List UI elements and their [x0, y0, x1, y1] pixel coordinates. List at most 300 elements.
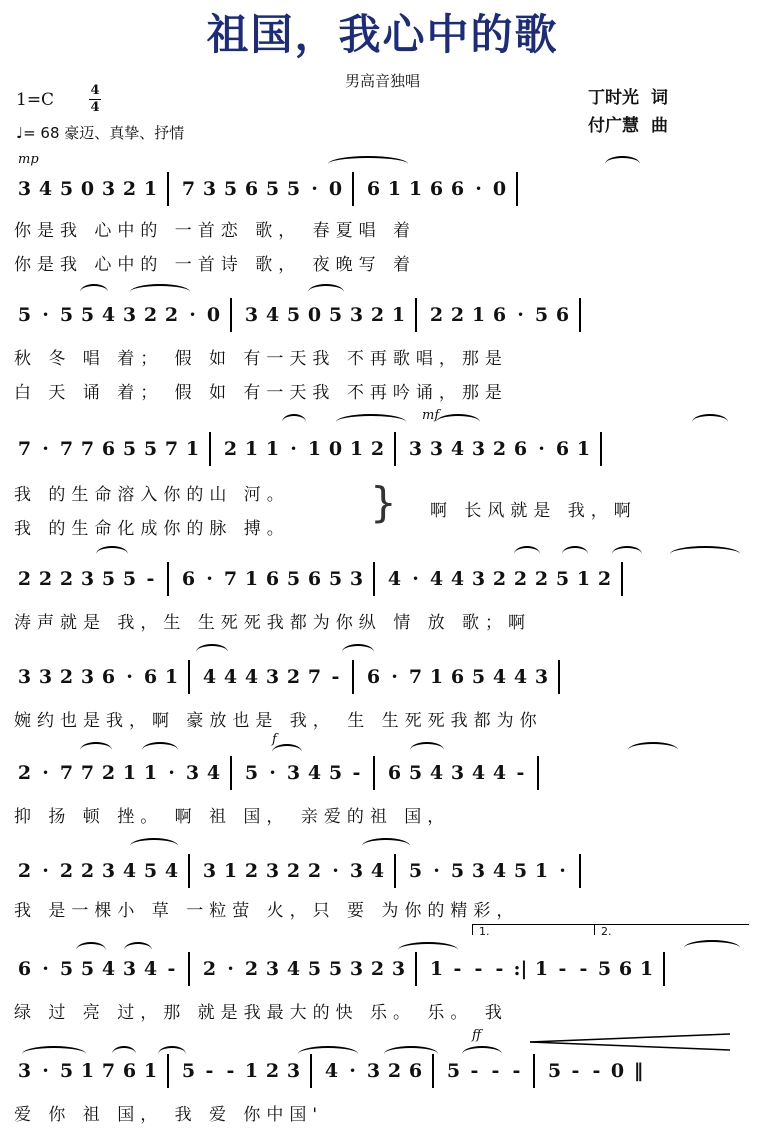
note: 5: [122, 438, 137, 460]
note: -: [205, 1060, 214, 1082]
note: 5: [408, 860, 423, 882]
note: 2: [223, 438, 238, 460]
note: ·: [290, 438, 297, 460]
note: 5: [122, 568, 137, 590]
lyric-verse-2: 白 天 诵 着； 假 如 有一天我 不再吟诵，那是: [14, 383, 508, 403]
note: 5: [446, 1060, 461, 1082]
note: 3: [265, 860, 280, 882]
lyric-verse-1: 秋 冬 唱 着； 假 如 有一天我 不再歌唱，那是: [14, 349, 508, 369]
note: 2: [59, 860, 74, 882]
note: ·: [42, 1060, 49, 1082]
note: 0: [328, 178, 343, 200]
note: 2: [597, 568, 612, 590]
barline: [579, 298, 584, 332]
note: ·: [349, 1060, 356, 1082]
note: ·: [559, 860, 566, 882]
slur: [562, 546, 588, 562]
note: 3: [38, 666, 53, 688]
note: 3: [80, 666, 95, 688]
note: 5: [286, 178, 301, 200]
barline: [533, 1054, 538, 1088]
note: 4: [286, 958, 301, 980]
note: ·: [475, 178, 482, 200]
note: 1: [143, 1060, 158, 1082]
note: 5: [328, 958, 343, 980]
lyricist-role: 词: [651, 88, 668, 108]
composer-line: [588, 112, 668, 140]
note: 5: [597, 958, 612, 980]
note: 5: [59, 1060, 74, 1082]
note: 5: [408, 762, 423, 784]
note: 4: [429, 568, 444, 590]
note: 4: [307, 762, 322, 784]
note: 4: [265, 304, 280, 326]
notation-line: [14, 1054, 649, 1088]
note: 4: [429, 762, 444, 784]
barline: [167, 562, 172, 596]
slur: [514, 546, 540, 562]
note: 7: [164, 438, 179, 460]
note: 3: [286, 762, 301, 784]
barline: [188, 660, 193, 694]
note: 2: [286, 666, 301, 688]
note: 3: [391, 958, 406, 980]
note: 3: [244, 304, 259, 326]
note: ·: [126, 666, 133, 688]
note: 2: [143, 304, 158, 326]
note: 4: [324, 1060, 339, 1082]
slur: [612, 546, 642, 562]
note: 1: [122, 762, 137, 784]
note: -: [331, 666, 340, 688]
note: ·: [42, 438, 49, 460]
barline: [537, 756, 542, 790]
note: 1: [244, 1060, 259, 1082]
lyric-verse-1: 爱 你 祖 国， 我 爱 你中国': [14, 1105, 324, 1125]
crescendo-hairpin: [530, 1032, 730, 1052]
note: 3: [101, 178, 116, 200]
note: 1: [164, 666, 179, 688]
lyric-verse-1: 绿 过 亮 过，那 就是我最大的快 乐。 乐。 我: [14, 1003, 508, 1023]
barline: [352, 660, 357, 694]
notation-line: [14, 756, 548, 790]
note: 7: [17, 438, 32, 460]
note: -: [558, 958, 567, 980]
barline: [230, 298, 235, 332]
note: 3: [429, 438, 444, 460]
note: 6: [101, 666, 116, 688]
note: 4: [513, 666, 528, 688]
note: 4: [387, 568, 402, 590]
note: 5: [223, 178, 238, 200]
note: 1: [429, 958, 444, 980]
note: 2: [492, 438, 507, 460]
note: 5: [534, 304, 549, 326]
barline: [373, 562, 378, 596]
barline: [415, 298, 420, 332]
note: -: [491, 1060, 500, 1082]
note: 3: [17, 1060, 32, 1082]
credits: [588, 84, 668, 140]
note: 4: [244, 666, 259, 688]
note: 1: [185, 438, 200, 460]
dynamic-mark: mp: [18, 152, 39, 167]
note: 3: [534, 666, 549, 688]
notation-line: [14, 854, 590, 888]
barline: [167, 172, 172, 206]
note: 5: [286, 304, 301, 326]
note: 5: [547, 1060, 562, 1082]
notation-line: [14, 298, 590, 332]
tempo-marking: ♩= 68 豪迈、真挚、抒情: [16, 124, 185, 142]
note: 4: [206, 762, 221, 784]
barline: [621, 562, 626, 596]
slur: [436, 414, 480, 430]
note: 4: [471, 762, 486, 784]
note: 5: [328, 568, 343, 590]
slur: [282, 414, 306, 430]
note: 3: [101, 860, 116, 882]
note: 3: [450, 762, 465, 784]
note: 1: [265, 438, 280, 460]
note: 7: [59, 762, 74, 784]
note: ·: [42, 958, 49, 980]
note: 6: [181, 568, 196, 590]
note: 6: [450, 178, 465, 200]
note: 1: [576, 438, 591, 460]
note: 7: [101, 1060, 116, 1082]
barline: [188, 952, 193, 986]
note: 5: [471, 666, 486, 688]
slur: [605, 156, 640, 172]
note: 2: [307, 860, 322, 882]
barline: [352, 172, 357, 206]
note: 1: [244, 438, 259, 460]
note: 2: [286, 860, 301, 882]
lyric-verse-1: 你是我 心中的 一首恋 歌， 春夏唱 着: [14, 221, 417, 241]
note: 4: [492, 860, 507, 882]
note: 0: [610, 1060, 625, 1082]
note: 4: [450, 438, 465, 460]
note: 6: [618, 958, 633, 980]
note: 6: [101, 438, 116, 460]
note: 3: [265, 958, 280, 980]
note: 3: [202, 860, 217, 882]
slur: [362, 838, 410, 854]
time-bottom: 4: [90, 100, 100, 115]
note: 2: [387, 1060, 402, 1082]
key-signature: 1=C: [16, 90, 55, 110]
slur: [328, 156, 408, 172]
note: 6: [122, 1060, 137, 1082]
note: -: [453, 958, 462, 980]
barline: [579, 854, 584, 888]
note: 5: [307, 958, 322, 980]
note: 5: [555, 568, 570, 590]
note: ·: [391, 666, 398, 688]
note: 2: [244, 958, 259, 980]
note: 2: [370, 438, 385, 460]
note: -: [516, 762, 525, 784]
note: 5: [450, 860, 465, 882]
note: -: [495, 958, 504, 980]
note: ·: [42, 762, 49, 784]
note: 5: [244, 762, 259, 784]
note: 1: [639, 958, 654, 980]
note: 4: [143, 958, 158, 980]
barline: [394, 854, 399, 888]
note: 6: [244, 178, 259, 200]
note: 5: [101, 568, 116, 590]
notation-line: [14, 660, 569, 694]
note: 7: [307, 666, 322, 688]
note: 3: [471, 568, 486, 590]
note: 4: [492, 762, 507, 784]
note: 6: [366, 666, 381, 688]
dynamic-mark: f: [272, 732, 277, 747]
note: -: [167, 958, 176, 980]
barline: [600, 432, 605, 466]
note: 6: [408, 1060, 423, 1082]
note: 5: [17, 304, 32, 326]
notation-line: [14, 952, 674, 986]
barline: [230, 756, 235, 790]
composer-name: 付广慧: [588, 116, 639, 136]
notation-line: [14, 172, 527, 206]
note: 3: [202, 178, 217, 200]
slur: [196, 644, 228, 660]
note: 2: [59, 666, 74, 688]
note: ·: [42, 860, 49, 882]
note: -: [470, 1060, 479, 1082]
verse-brace: }: [370, 478, 397, 527]
note: 6: [555, 438, 570, 460]
note: 2: [80, 860, 95, 882]
note: 1: [408, 178, 423, 200]
note: ·: [189, 304, 196, 326]
note: 2: [265, 1060, 280, 1082]
lyric-chorus-entry: 啊 长风就是 我，啊: [430, 501, 637, 521]
note: -: [146, 568, 155, 590]
note: 2: [202, 958, 217, 980]
note: 3: [286, 1060, 301, 1082]
note: 2: [534, 568, 549, 590]
note: 3: [408, 438, 423, 460]
note: 2: [17, 860, 32, 882]
note: :|: [513, 958, 528, 980]
lyric-verse-2: 你是我 心中的 一首诗 歌， 夜晚写 着: [14, 255, 417, 275]
time-top: 4: [90, 83, 100, 98]
barline: [663, 952, 668, 986]
note: ·: [311, 178, 318, 200]
note: 3: [349, 304, 364, 326]
note: 3: [471, 860, 486, 882]
barline: [373, 756, 378, 790]
note: 1: [387, 178, 402, 200]
barline: [415, 952, 420, 986]
slur: [96, 546, 128, 562]
barline: [209, 432, 214, 466]
note: 6: [366, 178, 381, 200]
note: 5: [59, 304, 74, 326]
note: 2: [450, 304, 465, 326]
note: ·: [433, 860, 440, 882]
note: 2: [429, 304, 444, 326]
note: 1: [80, 1060, 95, 1082]
note: 5: [181, 1060, 196, 1082]
note: 1: [223, 860, 238, 882]
barline: [558, 660, 563, 694]
note: 5: [328, 304, 343, 326]
note: 4: [202, 666, 217, 688]
note: 0: [307, 304, 322, 326]
note: 6: [513, 438, 528, 460]
barline: [516, 172, 521, 206]
note: 2: [370, 958, 385, 980]
notation-line: [14, 562, 632, 596]
note: 4: [370, 860, 385, 882]
note: -: [226, 1060, 235, 1082]
note: 3: [349, 860, 364, 882]
note: 3: [122, 958, 137, 980]
note: 2: [122, 178, 137, 200]
note: 7: [408, 666, 423, 688]
note: 6: [307, 568, 322, 590]
note: 3: [80, 568, 95, 590]
note: 6: [387, 762, 402, 784]
note: 5: [286, 568, 301, 590]
note: 0: [328, 438, 343, 460]
note: 1: [391, 304, 406, 326]
note: 1: [471, 304, 486, 326]
note: 5: [143, 860, 158, 882]
note: 1: [576, 568, 591, 590]
note: 3: [185, 762, 200, 784]
dynamic-mark: ff: [472, 1028, 482, 1043]
note: 3: [265, 666, 280, 688]
note: 1: [349, 438, 364, 460]
lyric-verse-1: 我 是一棵小 草 一粒萤 火，只 要 为你的精彩，: [14, 901, 520, 921]
note: 2: [492, 568, 507, 590]
note: -: [474, 958, 483, 980]
note: 4: [122, 860, 137, 882]
note: 4: [101, 958, 116, 980]
note: 2: [244, 860, 259, 882]
note: 3: [471, 438, 486, 460]
dynamic-mark: mf: [422, 408, 440, 423]
note: 6: [555, 304, 570, 326]
note: 7: [223, 568, 238, 590]
note: 2: [38, 568, 53, 590]
time-signature: [88, 84, 102, 115]
note: 7: [59, 438, 74, 460]
song-title: 祖国，我心中的歌: [206, 10, 559, 59]
lyric-verse-1: 婉约也是我，啊 豪放也是 我， 生 生死死我都为你: [14, 711, 543, 731]
note: 6: [450, 666, 465, 688]
note: 1: [143, 762, 158, 784]
notation-line: [14, 432, 611, 466]
lyric-verse-1: 我 的生命溶入你的山 河。: [14, 485, 290, 505]
note: ·: [168, 762, 175, 784]
note: 2: [101, 762, 116, 784]
note: 2: [164, 304, 179, 326]
note: ·: [269, 762, 276, 784]
note: 1: [244, 568, 259, 590]
note: ·: [517, 304, 524, 326]
note: 1: [534, 860, 549, 882]
note: 0: [80, 178, 95, 200]
slur: [692, 414, 728, 430]
note: 0: [206, 304, 221, 326]
barline: [310, 1054, 315, 1088]
barline: [167, 1054, 172, 1088]
note: 0: [492, 178, 507, 200]
note: -: [579, 958, 588, 980]
composer-role: 曲: [651, 116, 668, 136]
note: 4: [223, 666, 238, 688]
note: 2: [59, 568, 74, 590]
barline: [394, 432, 399, 466]
performance-note: 男高音独唱: [344, 72, 420, 90]
note: 6: [429, 178, 444, 200]
note: 5: [328, 762, 343, 784]
note: 3: [17, 178, 32, 200]
note: 1: [307, 438, 322, 460]
slur: [628, 742, 678, 758]
slur: [684, 940, 740, 956]
note: ·: [332, 860, 339, 882]
note: ·: [538, 438, 545, 460]
lyricist-name: 丁时光: [588, 88, 639, 108]
note: 4: [101, 304, 116, 326]
note: 1: [534, 958, 549, 980]
note: 5: [265, 178, 280, 200]
note: 2: [17, 762, 32, 784]
note: 3: [122, 304, 137, 326]
note: 5: [59, 178, 74, 200]
note: 5: [80, 304, 95, 326]
note: 4: [450, 568, 465, 590]
note: ·: [206, 568, 213, 590]
note: 6: [143, 666, 158, 688]
volta-second-ending: 2.: [594, 924, 749, 935]
slur: [130, 838, 178, 854]
note: 3: [349, 958, 364, 980]
note: 5: [513, 860, 528, 882]
note: 7: [80, 762, 95, 784]
note: ·: [42, 304, 49, 326]
note: ·: [227, 958, 234, 980]
lyric-verse-2: 我 的生命化成你的脉 搏。: [14, 519, 290, 539]
note: 2: [513, 568, 528, 590]
note: 2: [370, 304, 385, 326]
note: 5: [143, 438, 158, 460]
note: 3: [349, 568, 364, 590]
note: ·: [412, 568, 419, 590]
note: -: [512, 1060, 521, 1082]
note: 4: [164, 860, 179, 882]
note: -: [592, 1060, 601, 1082]
slur: [342, 644, 374, 660]
lyricist-line: [588, 84, 668, 112]
barline: [432, 1054, 437, 1088]
note: 6: [265, 568, 280, 590]
note: 1: [143, 178, 158, 200]
note: 3: [366, 1060, 381, 1082]
note: 6: [17, 958, 32, 980]
note: 2: [17, 568, 32, 590]
note: 1: [429, 666, 444, 688]
